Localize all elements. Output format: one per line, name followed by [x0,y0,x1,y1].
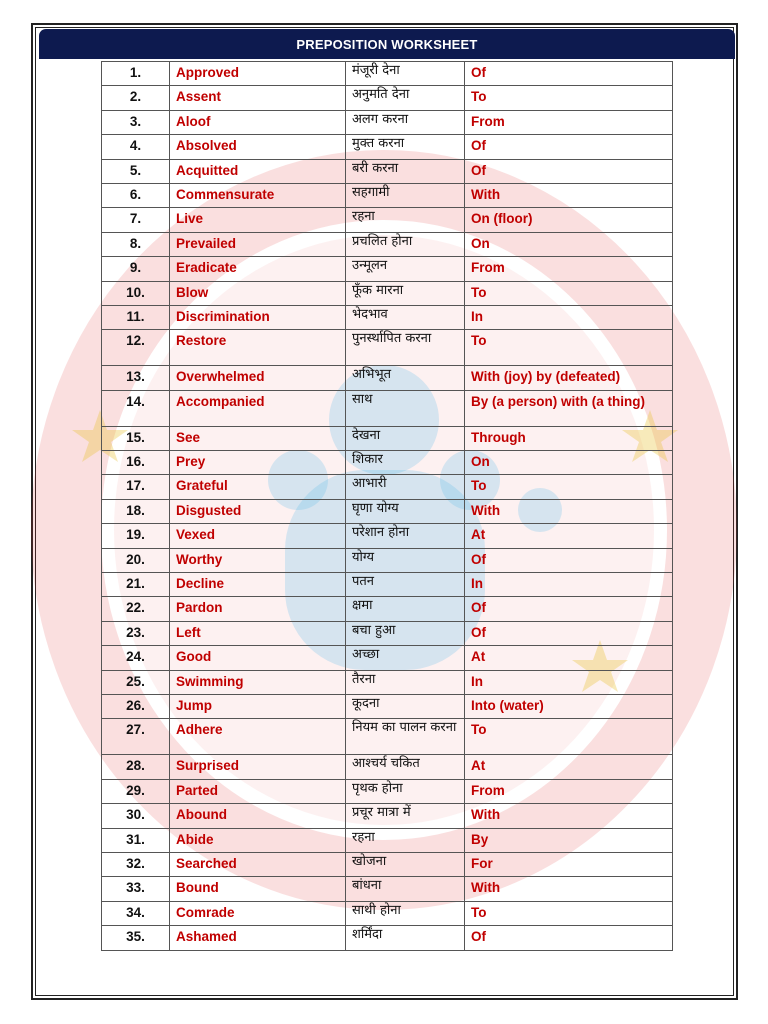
preposition: At [465,646,673,670]
row-number: 21. [102,573,170,597]
row-number: 5. [102,159,170,183]
english-word: Prevailed [170,232,346,256]
row-number: 1. [102,62,170,86]
english-word: Worthy [170,548,346,572]
english-word: Searched [170,852,346,876]
hindi-meaning: पतन [346,573,465,597]
english-word: Vexed [170,524,346,548]
english-word: Ashamed [170,926,346,950]
row-number: 22. [102,597,170,621]
row-number: 25. [102,670,170,694]
row-number: 14. [102,390,170,426]
table-row [102,390,673,426]
english-word: Parted [170,779,346,803]
preposition: By [465,828,673,852]
english-word: Blow [170,281,346,305]
table-row [102,135,673,159]
row-number: 19. [102,524,170,548]
row-number: 28. [102,755,170,779]
preposition: Of [465,135,673,159]
hindi-meaning: साथी होना [346,901,465,925]
english-word: Aloof [170,110,346,134]
preposition: Through [465,426,673,450]
table-row [102,366,673,390]
row-number: 18. [102,499,170,523]
row-number: 26. [102,694,170,718]
preposition: To [465,281,673,305]
english-word: Bound [170,877,346,901]
preposition: Of [465,926,673,950]
preposition: Of [465,597,673,621]
hindi-meaning: अनुमति देना [346,86,465,110]
english-word: Good [170,646,346,670]
english-word: Left [170,621,346,645]
preposition: Into (water) [465,694,673,718]
preposition: Of [465,548,673,572]
table-row [102,183,673,207]
row-number: 23. [102,621,170,645]
row-number: 8. [102,232,170,256]
row-number: 20. [102,548,170,572]
preposition: With [465,499,673,523]
english-word: Discrimination [170,305,346,329]
hindi-meaning: क्षमा [346,597,465,621]
row-number: 15. [102,426,170,450]
table-row [102,232,673,256]
english-word: Decline [170,573,346,597]
row-number: 7. [102,208,170,232]
table-row [102,281,673,305]
table-row [102,257,673,281]
hindi-meaning: अभिभूत [346,366,465,390]
table-row [102,159,673,183]
table-row [102,110,673,134]
row-number: 3. [102,110,170,134]
hindi-meaning: रहना [346,828,465,852]
english-word: Disgusted [170,499,346,523]
table-row [102,719,673,755]
row-number: 17. [102,475,170,499]
preposition: Of [465,621,673,645]
preposition: To [465,86,673,110]
table-row [102,548,673,572]
hindi-meaning: प्रचलित होना [346,232,465,256]
table-row [102,755,673,779]
hindi-meaning: देखना [346,426,465,450]
english-word: Commensurate [170,183,346,207]
hindi-meaning: पृथक होना [346,779,465,803]
table-row [102,475,673,499]
hindi-meaning: नियम का पालन करना [346,719,465,755]
preposition: In [465,573,673,597]
hindi-meaning: उन्मूलन [346,257,465,281]
preposition: With (joy) by (defeated) [465,366,673,390]
hindi-meaning: अच्छा [346,646,465,670]
row-number: 4. [102,135,170,159]
hindi-meaning: खोजना [346,852,465,876]
hindi-meaning: आभारी [346,475,465,499]
worksheet-title: PREPOSITION WORKSHEET [39,29,735,59]
hindi-meaning: फूँक मारना [346,281,465,305]
hindi-meaning: पुनर्स्थापित करना [346,330,465,366]
english-word: Surprised [170,755,346,779]
preposition: On [465,232,673,256]
hindi-meaning: बरी करना [346,159,465,183]
hindi-meaning: मुक्त करना [346,135,465,159]
preposition: On (floor) [465,208,673,232]
hindi-meaning: सहगामी [346,183,465,207]
preposition: With [465,183,673,207]
preposition: Of [465,159,673,183]
preposition: To [465,719,673,755]
english-word: Approved [170,62,346,86]
hindi-meaning: साथ [346,390,465,426]
row-number: 33. [102,877,170,901]
preposition: To [465,901,673,925]
english-word: Acquitted [170,159,346,183]
english-word: Accompanied [170,390,346,426]
english-word: Absolved [170,135,346,159]
table-row [102,852,673,876]
english-word: Eradicate [170,257,346,281]
table-row [102,926,673,950]
row-number: 24. [102,646,170,670]
hindi-meaning: बचा हुआ [346,621,465,645]
hindi-meaning: रहना [346,208,465,232]
table-row [102,451,673,475]
row-number: 31. [102,828,170,852]
english-word: Overwhelmed [170,366,346,390]
table-row [102,670,673,694]
table-row [102,208,673,232]
english-word: Live [170,208,346,232]
preposition: For [465,852,673,876]
table-row [102,804,673,828]
row-number: 32. [102,852,170,876]
english-word: Jump [170,694,346,718]
hindi-meaning: आश्चर्य चकित [346,755,465,779]
english-word: Pardon [170,597,346,621]
table-row [102,877,673,901]
table-row [102,779,673,803]
table-row [102,901,673,925]
hindi-meaning: बांधना [346,877,465,901]
preposition: With [465,877,673,901]
hindi-meaning: मंजूरी देना [346,62,465,86]
table-row [102,646,673,670]
english-word: Comrade [170,901,346,925]
row-number: 12. [102,330,170,366]
english-word: Adhere [170,719,346,755]
row-number: 6. [102,183,170,207]
table-row [102,573,673,597]
row-number: 16. [102,451,170,475]
row-number: 11. [102,305,170,329]
row-number: 27. [102,719,170,755]
preposition: To [465,475,673,499]
row-number: 35. [102,926,170,950]
table-row [102,621,673,645]
preposition: From [465,779,673,803]
hindi-meaning: प्रचूर मात्रा में [346,804,465,828]
table-row [102,694,673,718]
preposition: To [465,330,673,366]
hindi-meaning: कूदना [346,694,465,718]
preposition: From [465,110,673,134]
hindi-meaning: घृणा योग्य [346,499,465,523]
preposition: On [465,451,673,475]
english-word: Grateful [170,475,346,499]
hindi-meaning: तैरना [346,670,465,694]
english-word: Restore [170,330,346,366]
table-row [102,86,673,110]
row-number: 9. [102,257,170,281]
hindi-meaning: भेदभाव [346,305,465,329]
table-row [102,828,673,852]
preposition: Of [465,62,673,86]
row-number: 10. [102,281,170,305]
preposition: At [465,524,673,548]
preposition: In [465,305,673,329]
row-number: 30. [102,804,170,828]
hindi-meaning: अलग करना [346,110,465,134]
preposition: In [465,670,673,694]
row-number: 29. [102,779,170,803]
table-row [102,330,673,366]
english-word: Assent [170,86,346,110]
table-row [102,499,673,523]
preposition: By (a person) with (a thing) [465,390,673,426]
table-row [102,62,673,86]
english-word: Swimming [170,670,346,694]
english-word: See [170,426,346,450]
hindi-meaning: शर्मिंदा [346,926,465,950]
row-number: 2. [102,86,170,110]
table-row [102,597,673,621]
preposition-table [101,61,673,951]
hindi-meaning: शिकार [346,451,465,475]
english-word: Abound [170,804,346,828]
english-word: Prey [170,451,346,475]
hindi-meaning: योग्य [346,548,465,572]
preposition: With [465,804,673,828]
preposition: At [465,755,673,779]
hindi-meaning: परेशान होना [346,524,465,548]
preposition: From [465,257,673,281]
table-row [102,305,673,329]
english-word: Abide [170,828,346,852]
table-row [102,426,673,450]
row-number: 13. [102,366,170,390]
table-row [102,524,673,548]
row-number: 34. [102,901,170,925]
